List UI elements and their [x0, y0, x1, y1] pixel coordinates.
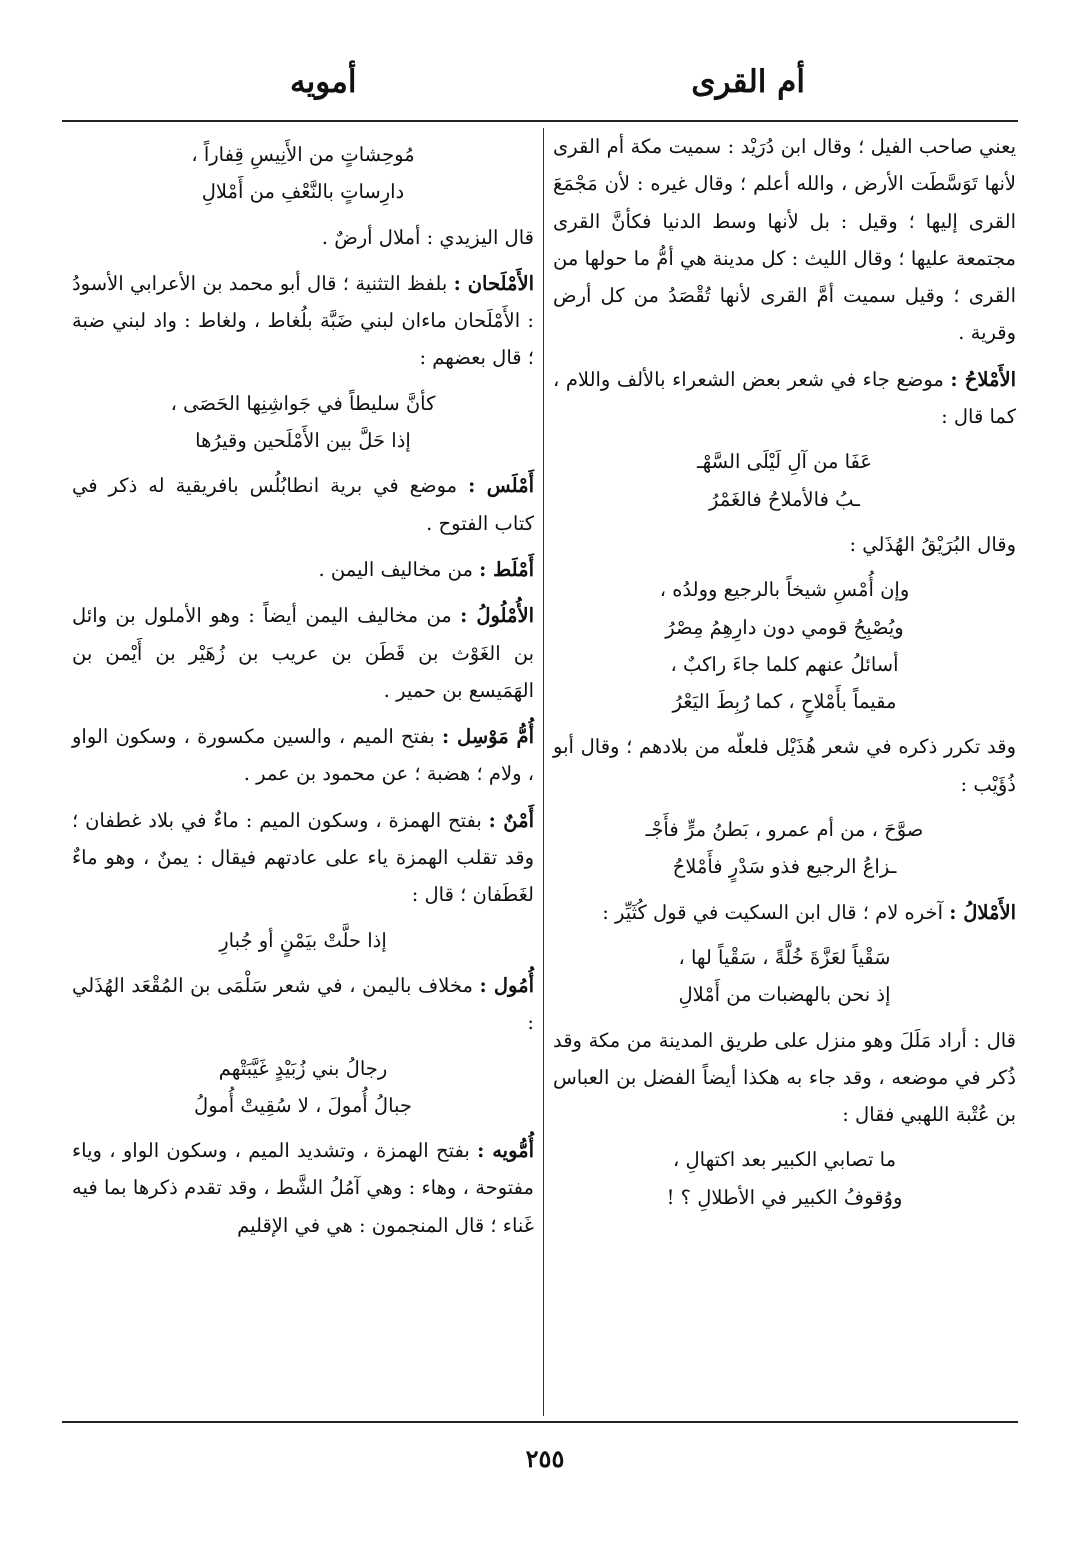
- verse-line: مقيماً بأَمْلاحٍ ، كما رُبِطَ اليَعْرُ: [672, 690, 897, 714]
- entry-text: بفتح الميم ، والسين مكسورة ، وسكون الواو ، ولام ؛ هضبة ؛ عن محمود بن عمر .: [72, 725, 534, 786]
- verse-line: سَقْياً لعَزَّةَ خُلَّةً ، سَقْياً لها ،: [678, 945, 891, 969]
- dictionary-entry: [72, 597, 534, 709]
- verse-line: ويُصْبِحُ قومي دون دارِهِمُ مِصْرُ: [665, 615, 904, 639]
- page-number: ٢٥٥: [525, 1444, 565, 1473]
- verse-line: جبالُ أُمولَ ، لا سُقِيتْ أُمولُ: [194, 1093, 412, 1117]
- entry-headword: أُمُّ مَوْسِل :: [442, 725, 534, 749]
- page-header: [60, 64, 1020, 114]
- left-column: [72, 128, 534, 1244]
- entry-text: من مخاليف اليمن أيضاً : وهو الأملول بن وائل بن الغَوْث بن قَطَن بن عريب بن زُهَيْر بن أَيْمن بن الهَمَيسع بن حمير .: [72, 604, 534, 702]
- entry-headword: الأَمْلاحُ :: [950, 367, 1016, 391]
- verse-line: ـبُ فالأملاحُ فالغَمْرُ: [709, 487, 860, 511]
- verse-line: إذا حلَّتْ بيَمْنٍ أو جُبارِ: [219, 928, 387, 952]
- entry-text: من مخاليف اليمن .: [318, 557, 480, 581]
- paragraph: قال : أراد مَلَلَ وهو منزل على طريق المدينة من مكة وقد ذُكر في موضعه ، وقد جاء به هكذا أيضاً الفضل بن العباس بن عُتْبة اللهبي فقال :: [553, 1028, 1016, 1127]
- verse-line: صوَّحَ ، من أم عمرو ، بَطنُ مرٍّ فأَجْـ: [645, 818, 924, 842]
- paragraph: وقال البُرَيْقُ الهُذَلي :: [849, 532, 1016, 556]
- dictionary-entry: [72, 551, 534, 588]
- verse-line: رجالُ بني زُبَيْدٍ غَيَّبَتْهم: [218, 1056, 388, 1080]
- entry-text: بلفظ التثنية ؛ قال أبو محمد بن الأعرابي الأسودُ : الأَمْلَحان ماءان لبني ضَبَّة بلُغاط ، ولغاط : واد لبني ضبة ؛ قال بعضهم :: [72, 271, 534, 370]
- header-rule: [62, 120, 1018, 122]
- paragraph: قال اليزيدي : أملال أرضٌ .: [321, 225, 534, 249]
- verse-line: عَفَا من آلِ لَيْلَى السَّهْـ: [696, 450, 873, 474]
- dictionary-entry: [72, 265, 534, 377]
- entry-headword: أُمُّويه :: [477, 1139, 535, 1163]
- paragraph: يعني صاحب الفيل ؛ وقال ابن دُرَيْد : سميت مكة أم القرى لأنها تَوَسَّطَت الأرض ، والله أعلم ؛ وقال غيره : لأن مَجْمَعَ القرى إليها ؛ وقيل : بل لأنها وسط الدنيا فكأنَّ القرى مجتمعة عليها ؛ وقال الليث : كل مدينة هي أمُّ ما حولها من القرى ؛ وقيل سميت أمَّ القرى لأنها تُقْصَدُ من كل أرض وقرية .: [552, 135, 1016, 345]
- entry-headword: الأُمْلُولُ :: [460, 604, 534, 628]
- entry-text: موضع جاء في شعر بعض الشعراء بالألف واللام ، كما قال :: [553, 367, 1016, 429]
- running-title-right: أم القرى: [691, 64, 805, 100]
- running-title-left: أمويه: [290, 64, 357, 100]
- entry-text: بفتح الهمزة ، وسكون الميم : ماءٌ في بلاد غطفان ؛ وقد تقلب الهمزة ياء على عادتهم فيقال : يمنٌ ، وهو ماءٌ لغَطَفان ؛ قال :: [72, 808, 534, 907]
- dictionary-entry: [553, 361, 1016, 436]
- verse-line: ـزاعُ الرجيع فذو سَدْرٍ فأَمْلاحُ: [672, 855, 897, 879]
- entry-headword: أُمُول :: [479, 973, 534, 997]
- entry-text: موضع في برية انطابُلُس بافريقية له ذكر في كتاب الفتوح .: [72, 474, 534, 535]
- right-column: [553, 128, 1016, 1224]
- entry-headword: الأَمْلالُ :: [949, 900, 1016, 924]
- dictionary-entry: [72, 718, 534, 793]
- verse-line: وإن أُمْسِ شيخاً بالرجيع وولدُه ،: [659, 578, 910, 602]
- verse-line: إذ نحن بالهضبات من أَمْلالِ: [678, 983, 891, 1007]
- dictionary-entry: [72, 967, 534, 1042]
- verse-line: مُوحِشاتٍ من الأَنِيسِ قِفاراً ،: [191, 143, 415, 166]
- entry-headword: الأَمْلَحان :: [453, 271, 534, 295]
- entry-headword: أَمْلَط :: [479, 557, 534, 581]
- dictionary-entry: [553, 894, 1016, 931]
- paragraph: وقد تكرر ذكره في شعر هُذَيْل فلعلّه من بلادهم ؛ وقال أبو ذُؤَيْب :: [553, 735, 1016, 796]
- entry-text: بفتح الهمزة ، وتشديد الميم ، وسكون الواو ، وياء مفتوحة ، وهاء : وهي آمُلُ الشَّط ، وقد تقدم ذكرها بما فيه غَناء ؛ قال المنجمون : هي في الإقليم: [72, 1139, 534, 1237]
- entry-headword: أَمْلَس :: [468, 474, 534, 498]
- verse-line: أسائلُ عنهم كلما جاءَ راكبٌ ،: [670, 652, 899, 676]
- verse-line: كأنَّ سليطاً في جَواشِنِها الحَصَى ،: [170, 391, 436, 415]
- verse-line: ووُقوفُ الكبير في الأطلالِ ؟ !: [666, 1185, 903, 1209]
- entry-headword: أَمْنٌ :: [488, 808, 534, 832]
- verse-line: دارِساتٍ بالنَّعْفِ من أَمْلالِ: [201, 180, 405, 204]
- verse-line: إذا حَلَّ بين الأَمْلَحين وقيرُها: [195, 429, 411, 453]
- dictionary-entry: [72, 1132, 534, 1244]
- column-divider: [543, 128, 544, 1416]
- verse-line: ما تصابي الكبير بعد اكتهالِ ،: [672, 1148, 897, 1172]
- entry-text: آخره لام ؛ قال ابن السكيت في قول كُثَيِّر :: [602, 900, 950, 924]
- entry-text: مخلاف باليمن ، في شعر سَلْمَى بن المُقْعَد الهُذَلي :: [72, 973, 534, 1035]
- dictionary-entry: [72, 802, 534, 914]
- footer-rule: [62, 1421, 1018, 1423]
- dictionary-entry: [72, 467, 534, 542]
